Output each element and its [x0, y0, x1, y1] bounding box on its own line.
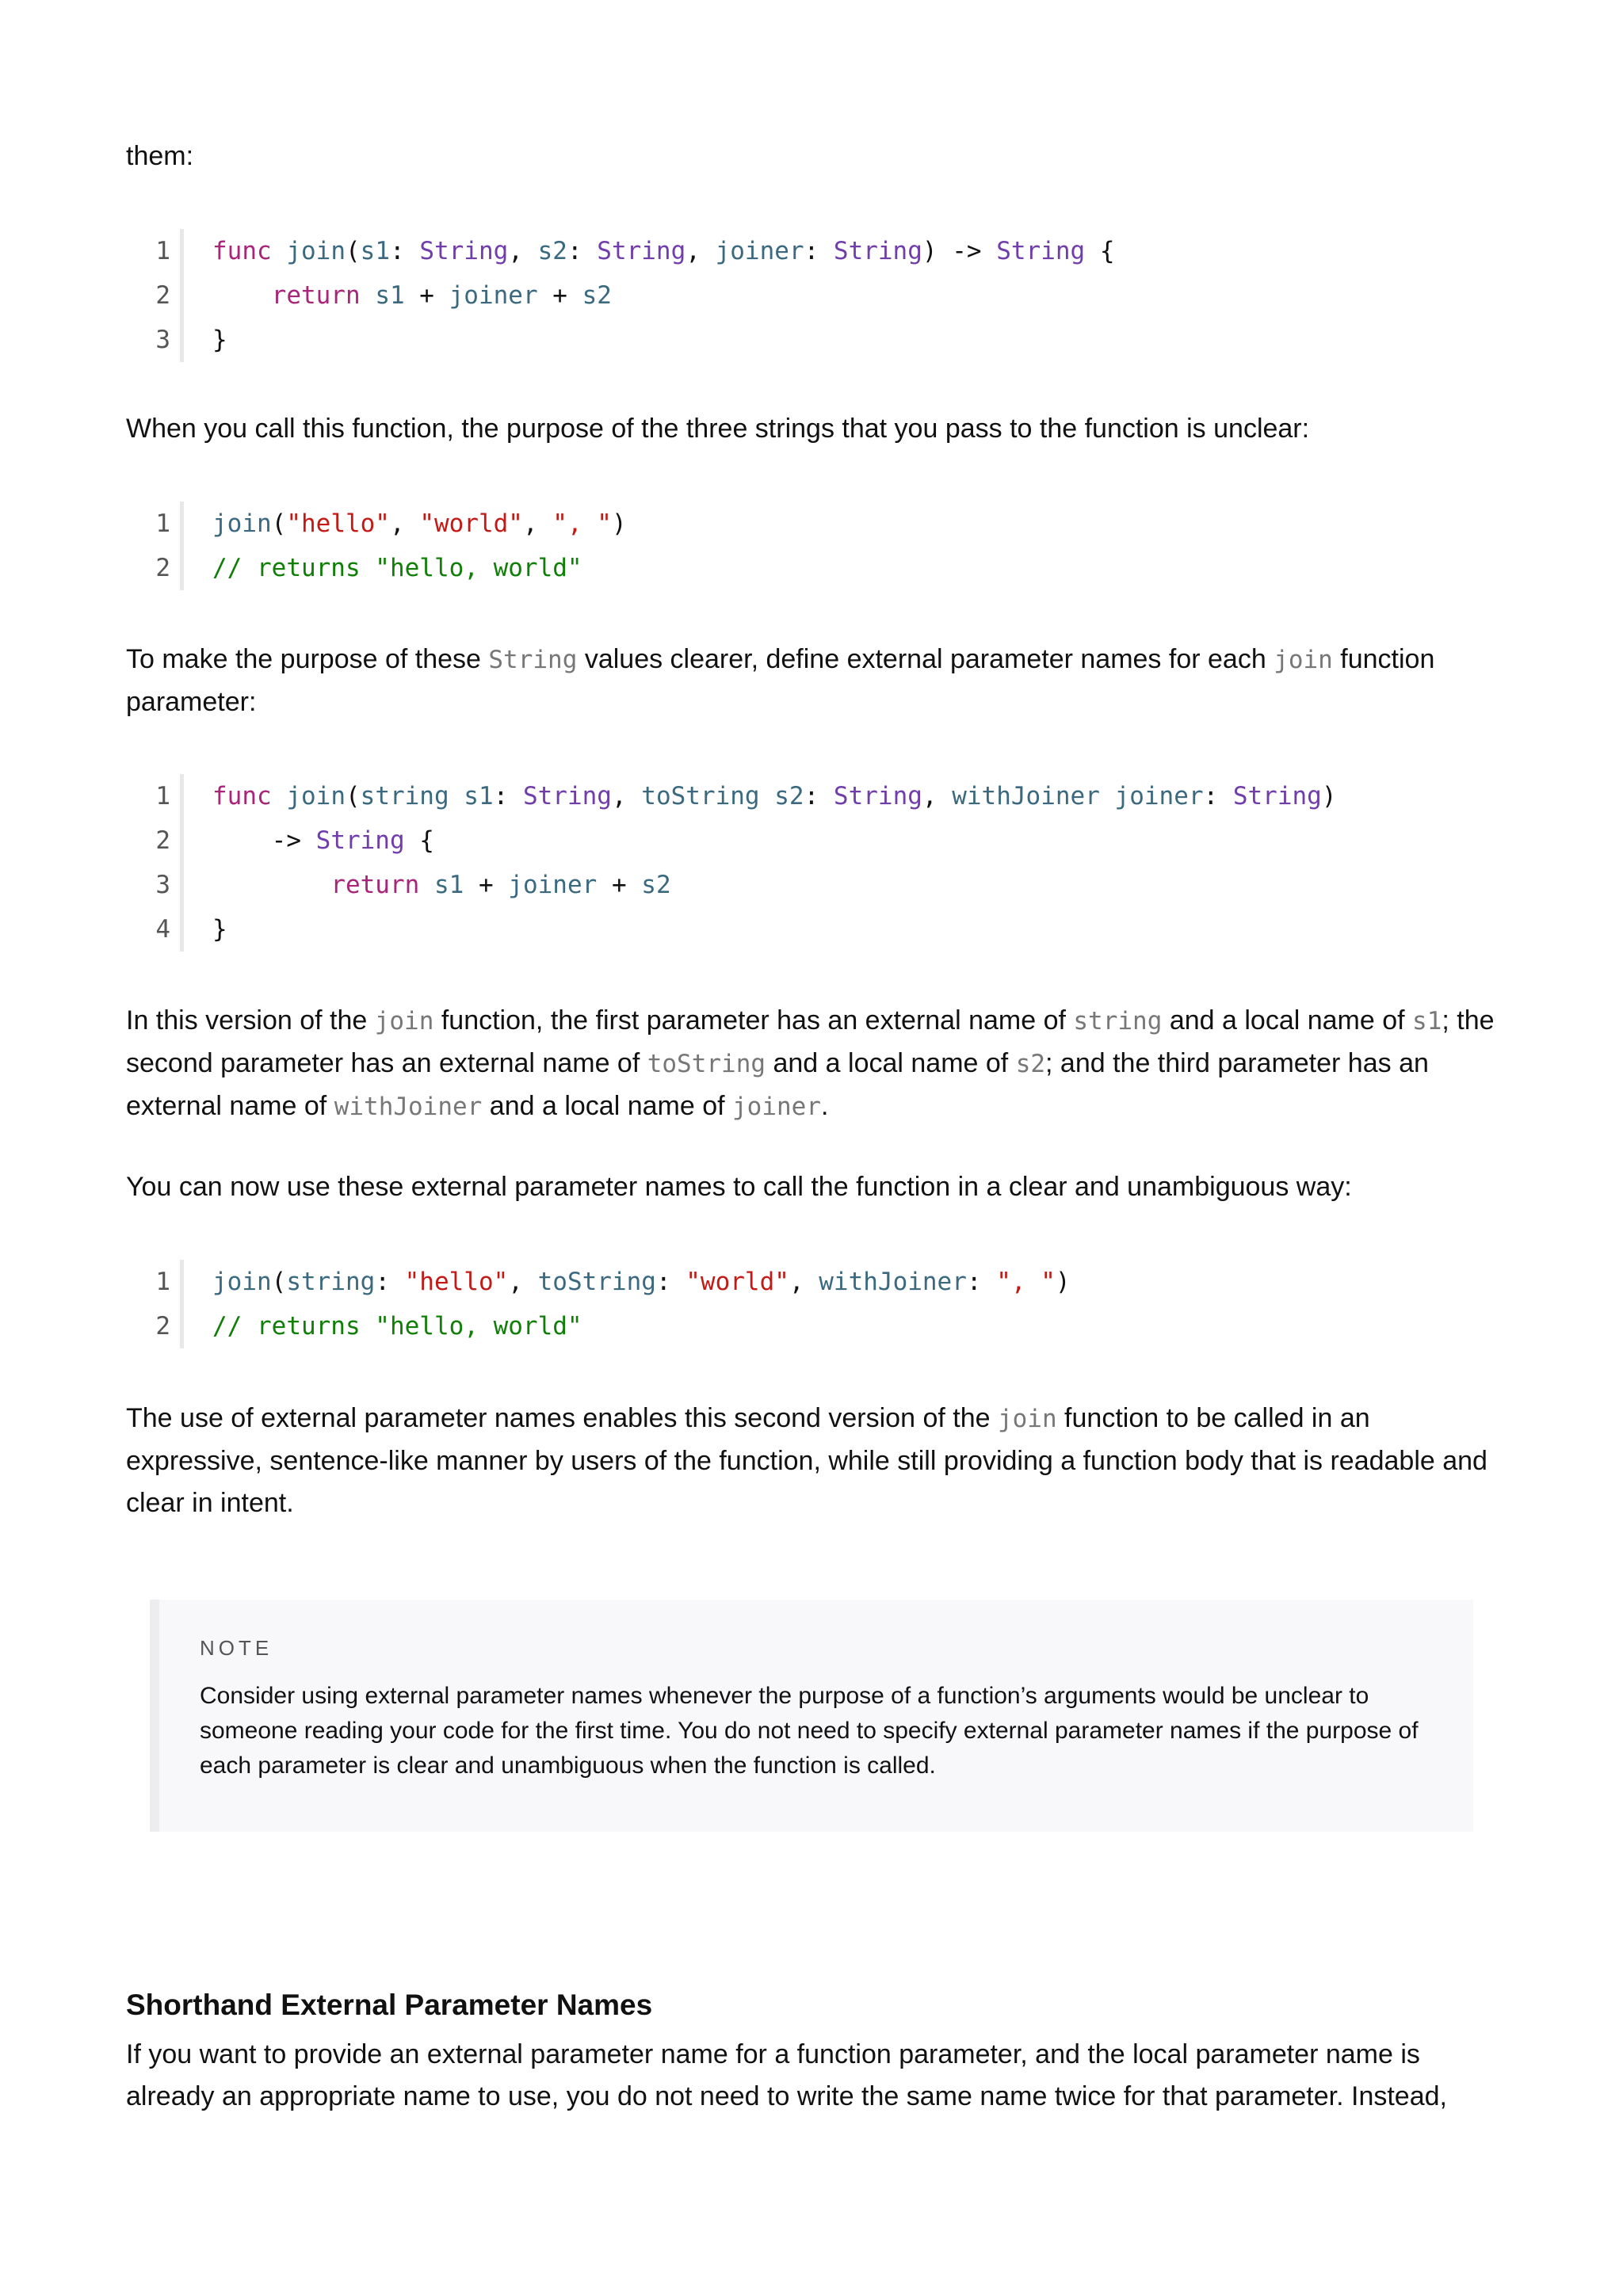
inline-code: s1 — [1412, 1007, 1442, 1035]
line-number: 1 — [155, 782, 170, 810]
note-body: Consider using external parameter names whenever the purpose of a function’s arguments would be unclear to someone reading your code for the first time. You do not need to specify external parameter names if the purpose of each parameter is clear and unambiguous when the function is called. — [200, 1683, 1419, 1779]
line-number: 3 — [155, 326, 170, 354]
line-number: 2 — [155, 554, 170, 582]
paragraph-define-external-names: To make the purpose of these String values clearer, define external parameter names for each join function parameter: — [126, 644, 1435, 717]
code-line — [126, 1304, 1473, 1348]
intro-fragment: them: — [126, 141, 194, 171]
code-line — [126, 863, 1473, 907]
code-text: join(string: "hello", toString: "world", withJoiner: ", ") — [212, 1268, 1071, 1296]
inline-code: String — [488, 646, 578, 674]
line-number: 1 — [155, 509, 170, 538]
inline-code: withJoiner — [334, 1093, 483, 1121]
section-paragraph: If you want to provide an external parameter name for a function parameter, and the local parameter name is already an appropriate name to use, you do not need to write the same name twice for that parameter. Instead, — [126, 2039, 1447, 2111]
code-text: func join(s1: String, s2: String, joiner: String) -> String { — [212, 237, 1115, 265]
code-line — [126, 546, 1473, 590]
line-number: 2 — [155, 281, 170, 310]
note-callout — [150, 1600, 1473, 1832]
paragraph-version-explanation: In this version of the join function, the first parameter has an external name of string and a local name of s1; the second parameter has an external name of toString and a local name of s2; and the third parameter has an external name of withJoiner and a local name of joiner. — [126, 1005, 1495, 1121]
line-number: 1 — [155, 1268, 170, 1296]
code-line — [126, 774, 1473, 818]
paragraph-expressive-manner: The use of external parameter names enables this second version of the join function to be called in an expressive, sentence-like manner by users of the function, while still providing a function body that is readable and clear in intent. — [126, 1403, 1487, 1518]
line-number: 3 — [155, 871, 170, 899]
code-line — [126, 273, 1473, 318]
line-number: 2 — [155, 826, 170, 855]
line-number: 4 — [155, 915, 170, 944]
inline-code: join — [374, 1007, 434, 1035]
inline-code: s2 — [1015, 1050, 1046, 1078]
inline-code: toString — [647, 1050, 766, 1078]
code-line — [126, 502, 1473, 546]
line-number: 1 — [155, 237, 170, 265]
code-text: } — [212, 326, 227, 354]
code-line — [126, 229, 1473, 273]
code-text: // returns "hello, world" — [212, 1312, 582, 1341]
paragraph-call-unclear: When you call this function, the purpose of the three strings that you pass to the function is unclear: — [126, 414, 1310, 444]
code-line — [126, 1260, 1473, 1304]
line-number: 2 — [155, 1312, 170, 1341]
code-text: -> String { — [212, 826, 434, 855]
code-line — [126, 818, 1473, 863]
code-line — [126, 318, 1473, 362]
code-text: // returns "hello, world" — [212, 554, 582, 582]
inline-code: join — [1274, 646, 1333, 674]
code-text: return s1 + joiner + s2 — [271, 281, 612, 310]
code-text: } — [212, 915, 227, 944]
code-text: func join(string s1: String, toString s2: String, withJoiner joiner: String) — [212, 782, 1337, 810]
note-label: NOTE — [200, 1636, 273, 1660]
paragraph-use-external-names: You can now use these external parameter names to call the function in a clear and unambiguous way: — [126, 1172, 1352, 1202]
inline-code: string — [1073, 1007, 1163, 1035]
section-heading: Shorthand External Parameter Names — [126, 1989, 653, 2021]
inline-code: joiner — [732, 1093, 821, 1121]
code-line — [126, 907, 1473, 952]
code-text: return s1 + joiner + s2 — [330, 871, 671, 899]
code-text: join("hello", "world", ", ") — [212, 509, 627, 538]
inline-code: join — [997, 1405, 1057, 1433]
